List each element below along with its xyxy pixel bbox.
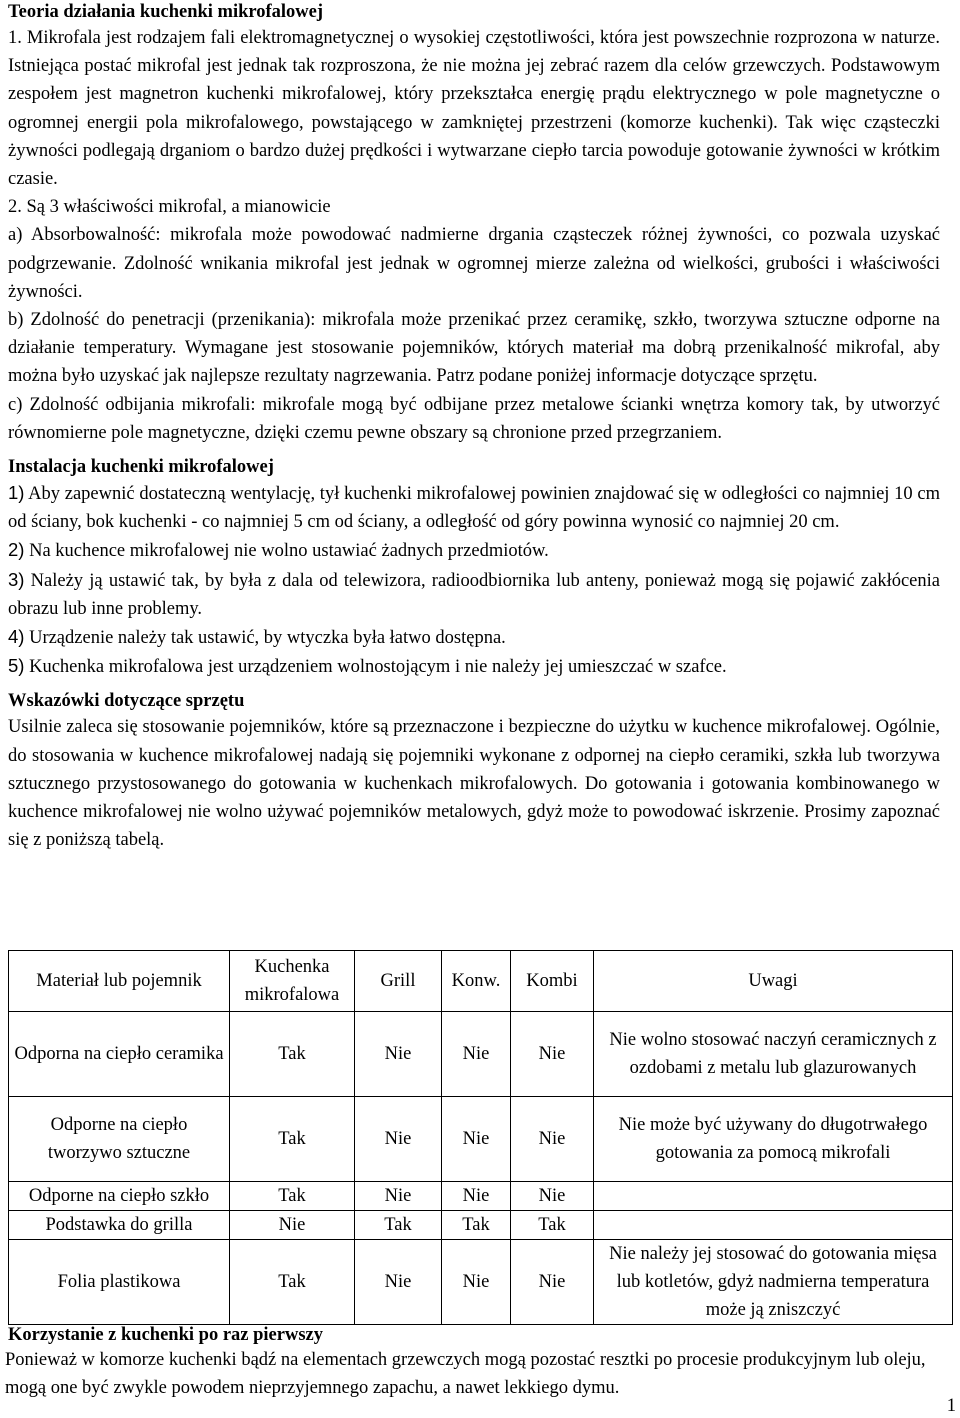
paragraph-1: 1. Mikrofala jest rodzajem fali elektromagnetycznej o wysokiej częstotliwości, która jest powszechnie rozprozona w naturze. Istniejąca postać mikrofal jest jednak tak rozproszona, że nie można jej zebrać razem dla celów grzewczych. Podstawowym zespołem jest magnetron kuchenki mikrofalowej, który przekształca energię prądu elektrycznego w pole magnetyczne o ogromnej energii pola mikrofalowego, powstającego w zamkniętej przestrzeni (komorze kuchenki). Tak więc cząsteczki żywności podlegają drganiom o bardzo dużej prędkości i wytwarzane ciepło tarcia powoduje gotowanie żywności w krótkim czasie. [8, 28, 940, 190]
cell-convection: Tak [442, 1211, 511, 1240]
first-use-block [5, 1346, 940, 1402]
table-row [9, 1182, 953, 1211]
table-header-row [9, 951, 953, 1012]
cell-microwave: Tak [230, 1012, 355, 1097]
cell-grill: Nie [355, 1240, 442, 1325]
list-item [8, 536, 940, 565]
paragraph-a: a) Absorbowalność: mikrofala może powodować nadmierne drgania cząsteczek różnej żywności, co pozwala uzyskać podgrzewanie. Zdolność wnikania mikrofal jest jednak w ogromnej mierze zależna od wielkości, grubości i właściwości żywności. [8, 225, 940, 302]
cell-microwave: Tak [230, 1182, 355, 1211]
list-item [8, 479, 940, 536]
paragraph-b: b) Zdolność do penetracji (przenikania): mikrofala może przenikać przez ceramikę, szkło, tworzywa sztuczne odporne na działanie temperatury. Wymagane jest stosowanie pojemników, których materiał ma dobrą przenikalność mikrofal, aby można było uzyskać jak najlepsze rezultaty nagrzewania. Patrz podane poniżej informacje dotyczące sprzętu. [8, 310, 940, 387]
list-item [8, 623, 940, 652]
page-number: 1 [946, 1396, 956, 1416]
item-text: Należy ją ustawić tak, by była z dala od telewizora, radioodbiornika lub anteny, ponieważ mogą się pojawić zakłócenia obrazu lub inne problemy. [8, 570, 940, 619]
list-item [8, 566, 940, 623]
cell-convection: Nie [442, 1097, 511, 1182]
cell-kombi: Nie [511, 1240, 594, 1325]
cell-material: Odporna na ciepło ceramika [9, 1012, 230, 1097]
header-grill: Grill [355, 951, 442, 1012]
table-row [9, 1097, 953, 1182]
cell-grill: Nie [355, 1182, 442, 1211]
cell-notes: Nie wolno stosować naczyń ceramicznych z ozdobami z metalu lub glazurowanych [594, 1012, 953, 1097]
cell-notes [594, 1182, 953, 1211]
header-kombi: Kombi [511, 951, 594, 1012]
cell-convection: Nie [442, 1240, 511, 1325]
item-text: Kuchenka mikrofalowa jest urządzeniem wolnostojącym i nie należy jej umieszczać w szafce. [24, 657, 727, 678]
header-material: Materiał lub pojemnik [9, 951, 230, 1012]
cell-kombi: Tak [511, 1211, 594, 1240]
header-microwave: Kuchenka mikrofalowa [230, 951, 355, 1012]
first-use-paragraph: Ponieważ w komorze kuchenki bądź na elementach grzewczych mogą pozostać resztki po procesie produkcyjnym lub oleju, mogą one być zwykle powodem nieprzyjemnego zapachu, a nawet lekkiego dymu. [5, 1350, 926, 1399]
paragraph-2: 2. Są 3 właściwości mikrofal, a mianowicie [8, 197, 331, 218]
cell-material: Odporne na ciepło szkło [9, 1182, 230, 1211]
cell-material: Odporne na ciepło tworzywo sztuczne [9, 1097, 230, 1182]
item-text: Urządzenie należy tak ustawić, by wtyczka była łatwo dostępna. [24, 628, 506, 649]
item-number: 5) [8, 655, 25, 677]
cell-microwave: Tak [230, 1097, 355, 1182]
cell-grill: Nie [355, 1012, 442, 1097]
cell-material: Podstawka do grilla [9, 1211, 230, 1240]
header-convection: Konw. [442, 951, 511, 1012]
cell-convection: Nie [442, 1182, 511, 1211]
item-text: Aby zapewnić dostateczną wentylację, tył kuchenki mikrofalowej powinien znajdować się w odległości co najmniej 10 cm od ściany, bok kuchenki - co najmniej 5 cm od ściany, a odległość od góry powinna wynosić co najmniej 20 cm. [8, 484, 940, 533]
section-title-equipment: Wskazówki dotyczące sprzętu [8, 691, 245, 712]
table-row [9, 1211, 953, 1240]
paragraph-c: c) Zdolność odbijania mikrofali: mikrofale mogą być odbijane przez metalowe ścianki wnętrza komory tak, by utworzyć równomierne pole magnetyczne, dzięki czemu pewne obszary są chronione przed przegrzaniem. [8, 394, 940, 443]
table-row [9, 1012, 953, 1097]
document-body [8, 0, 940, 854]
cell-grill: Tak [355, 1211, 442, 1240]
section-title-installation: Instalacja kuchenki mikrofalowej [8, 457, 274, 478]
cell-notes [594, 1211, 953, 1240]
cell-kombi: Nie [511, 1182, 594, 1211]
item-number: 1) [8, 482, 25, 504]
section-title-first-use: Korzystanie z kuchenki po raz pierwszy [8, 1325, 323, 1345]
cell-kombi: Nie [511, 1012, 594, 1097]
cell-material: Folia plastikowa [9, 1240, 230, 1325]
section-title-theory: Teoria działania kuchenki mikrofalowej [8, 2, 324, 22]
equipment-paragraph: Usilnie zaleca się stosowanie pojemników, które są przeznaczone i bezpieczne do użytku w kuchence mikrofalowej. Ogólnie, do stosowania w kuchence mikrofalowej nadają się pojemniki wykonane z odpornej na ciepło ceramiki, szkła lub tworzywa sztucznego przystosowanego do gotowania w kuchenkach mikrofalowych. Do gotowania i gotowania kombinowanego w kuchence mikrofalowej nie wolno używać pojemników metalowych, gdyż może to powodować iskrzenie. Prosimy zapoznać się z poniższą tabelą. [8, 717, 940, 851]
item-number: 4) [8, 626, 25, 648]
cell-notes: Nie może być używany do długotrwałego gotowania za pomocą mikrofali [594, 1097, 953, 1182]
cell-convection: Nie [442, 1012, 511, 1097]
cell-grill: Nie [355, 1097, 442, 1182]
list-item [8, 652, 940, 681]
installation-list [8, 479, 940, 681]
cookware-table [8, 950, 953, 1325]
cell-notes: Nie należy jej stosować do gotowania mięsa lub kotletów, gdyż nadmierna temperatura może ją zniszczyć [594, 1240, 953, 1325]
cell-microwave: Tak [230, 1240, 355, 1325]
item-text: Na kuchence mikrofalowej nie wolno ustawiać żadnych przedmiotów. [24, 541, 549, 562]
header-notes: Uwagi [594, 951, 953, 1012]
cell-microwave: Nie [230, 1211, 355, 1240]
item-number: 2) [8, 539, 25, 561]
table-row [9, 1240, 953, 1325]
cell-kombi: Nie [511, 1097, 594, 1182]
item-number: 3) [8, 568, 25, 590]
